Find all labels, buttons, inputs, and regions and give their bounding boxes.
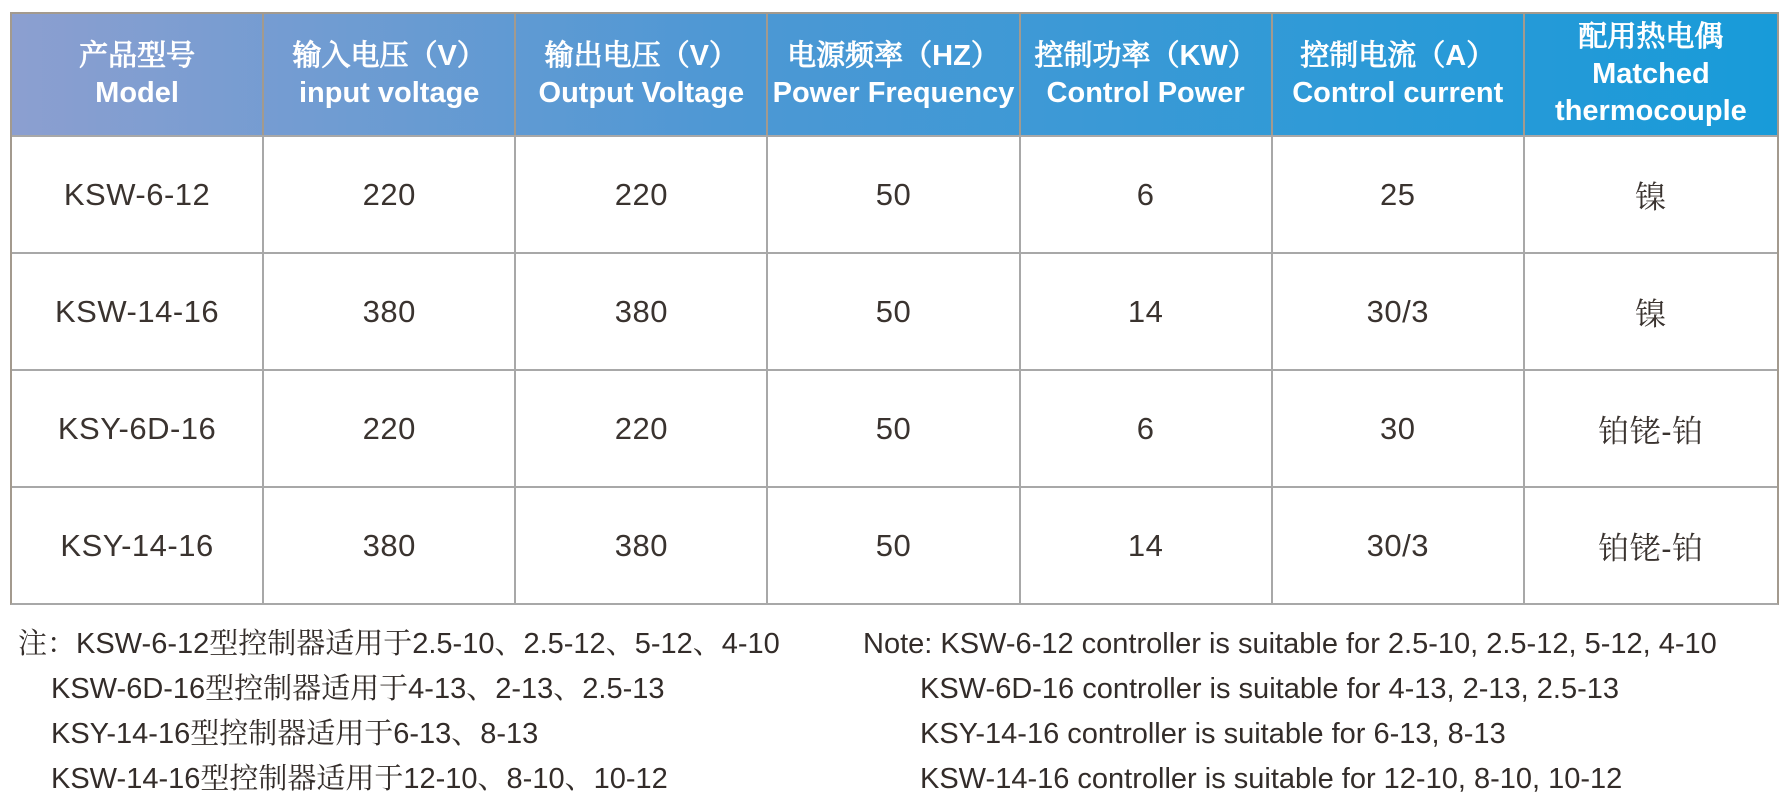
column-header-thermocouple-zh: 配用热电偶 [1578,21,1724,53]
cell-control-current: 25 [1273,137,1525,252]
cell-output-voltage: 220 [516,371,768,486]
cell-input-voltage: 220 [264,371,516,486]
cell-thermocouple: 镍 [1635,180,1667,215]
notes-english [863,622,1778,802]
notes-chinese [18,622,863,802]
column-header-thermocouple [1525,14,1777,135]
note-line-en-3: KSY-14-16 controller is suitable for 6-13, 8-13 [920,718,1506,750]
cell-control-current: 30 [1273,371,1525,486]
cell-control-power: 14 [1021,488,1273,603]
column-header-output-voltage-en: Output Voltage [538,76,745,109]
column-header-model-zh: 产品型号 [79,39,196,72]
cell-model: KSY-6D-16 [12,371,264,486]
column-header-control-current [1273,14,1525,135]
table-row-ksw-6-12 [12,135,1777,252]
column-header-input-voltage [264,14,516,135]
note-line-zh-2: KSW-6D-16型控制器适用于4-13、2-13、2.5-13 [51,673,665,705]
column-header-control-current-zh: 控制电流（A） [1300,39,1496,72]
cell-input-voltage: 380 [264,254,516,369]
column-header-input-voltage-en: input voltage [298,76,480,109]
cell-power-frequency: 50 [768,254,1020,369]
cell-model: KSW-6-12 [12,137,264,252]
column-header-control-power-en: Control Power [1046,76,1245,109]
cell-power-frequency: 50 [768,488,1020,603]
column-header-power-frequency-en: Power Frequency [772,76,1015,109]
cell-control-current: 30/3 [1273,254,1525,369]
cell-control-power: 6 [1021,371,1273,486]
cell-control-power: 14 [1021,254,1273,369]
table-row-ksy-14-16 [12,486,1777,603]
note-line-en-4: KSW-14-16 controller is suitable for 12-10, 8-10, 10-12 [920,763,1623,795]
controller-spec-table [10,12,1779,605]
column-header-thermocouple-en: Matched thermocouple [1555,58,1747,127]
column-header-input-voltage-zh: 输入电压（V） [292,39,486,72]
column-header-power-frequency [768,14,1020,135]
note-line-en-1: Note: KSW-6-12 controller is suitable for 2.5-10, 2.5-12, 5-12, 4-10 [863,628,1717,660]
note-line-zh-3: KSY-14-16型控制器适用于6-13、8-13 [51,718,539,750]
cell-power-frequency: 50 [768,137,1020,252]
cell-output-voltage: 380 [516,488,768,603]
cell-input-voltage: 380 [264,488,516,603]
column-header-control-current-en: Control current [1292,76,1504,109]
table-row-ksy-6d-16 [12,369,1777,486]
column-header-control-power [1021,14,1273,135]
cell-power-frequency: 50 [768,371,1020,486]
column-header-output-voltage [516,14,768,135]
cell-thermocouple: 镍 [1635,297,1667,332]
note-line-en-2: KSW-6D-16 controller is suitable for 4-13, 2-13, 2.5-13 [920,673,1620,705]
note-line-zh-4: KSW-14-16型控制器适用于12-10、8-10、10-12 [51,763,668,795]
column-header-power-frequency-zh: 电源频率（HZ） [787,39,1000,72]
cell-control-current: 30/3 [1273,488,1525,603]
cell-output-voltage: 380 [516,254,768,369]
cell-thermocouple: 铂铑-铂 [1598,414,1704,449]
cell-input-voltage: 220 [264,137,516,252]
cell-control-power: 6 [1021,137,1273,252]
column-header-control-power-zh: 控制功率（KW） [1034,39,1257,72]
note-line-zh-1: 注：KSW-6-12型控制器适用于2.5-10、2.5-12、5-12、4-10 [18,628,780,660]
cell-model: KSW-14-16 [12,254,264,369]
column-header-model [12,14,264,135]
column-header-model-en: Model [95,76,179,109]
cell-thermocouple: 铂铑-铂 [1598,531,1704,566]
column-header-output-voltage-zh: 输出电压（V） [544,39,739,72]
cell-output-voltage: 220 [516,137,768,252]
table-row-ksw-14-16 [12,252,1777,369]
cell-model: KSY-14-16 [12,488,264,603]
notes-section [18,622,1778,802]
table-header-row [12,14,1777,135]
